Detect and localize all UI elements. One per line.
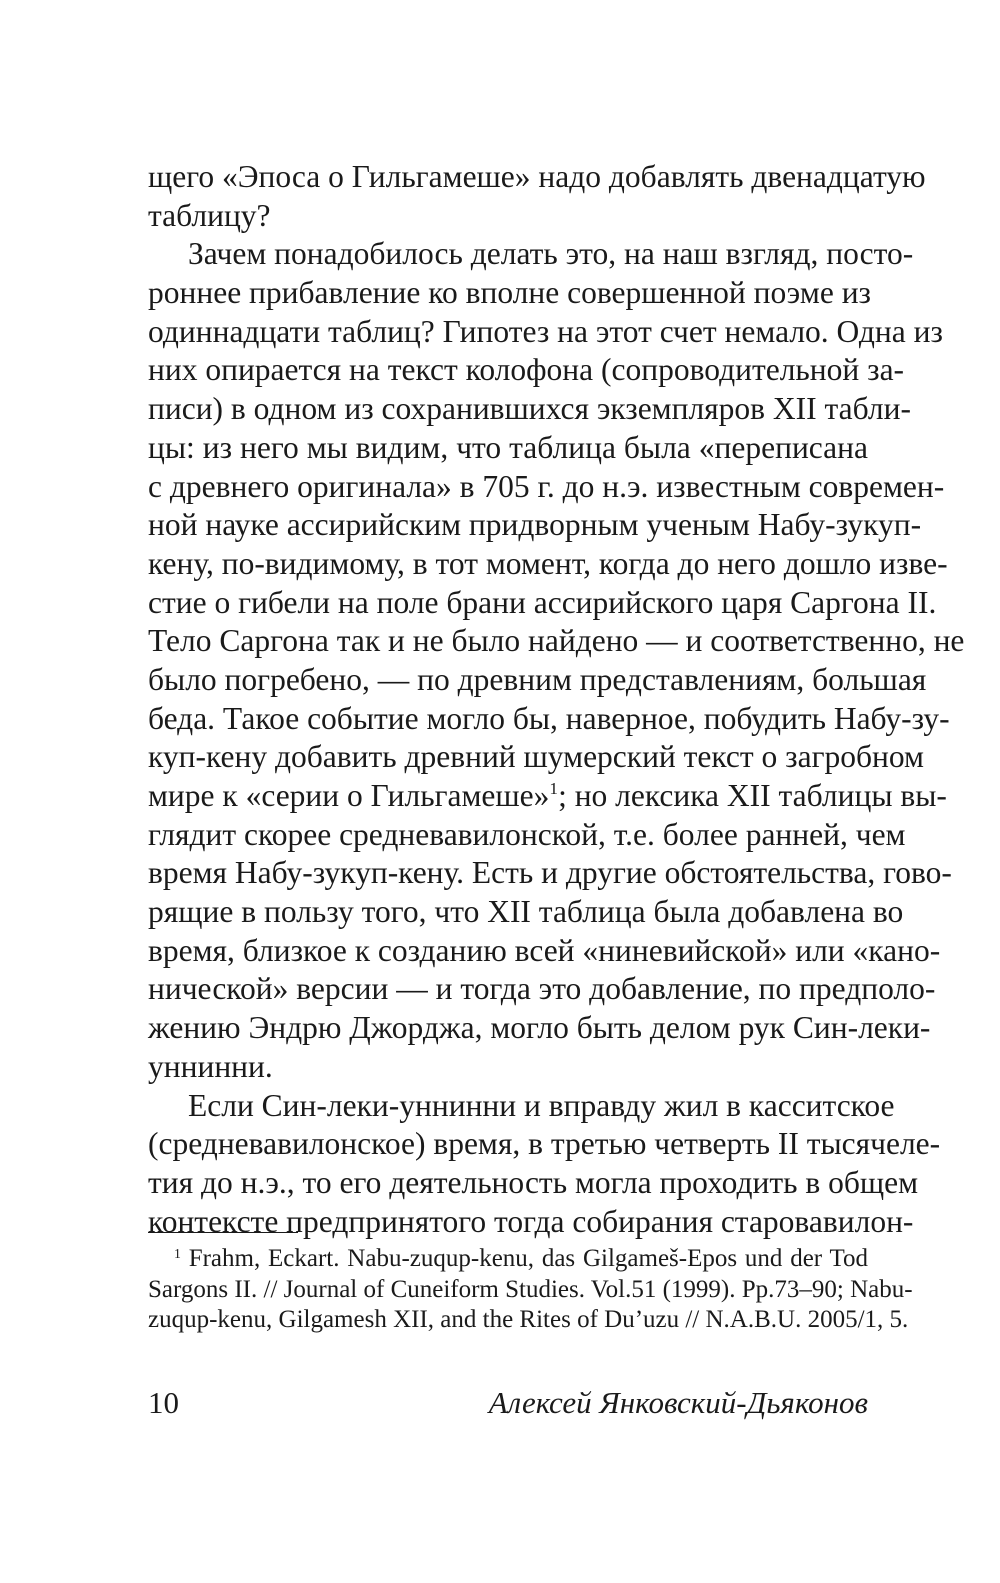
running-footer-author: Алексей Янковский-Дьяконов xyxy=(488,1385,868,1420)
text-line: Если Син-леки-уннинни и вправду жил в касситское xyxy=(188,1087,895,1123)
text-line: было погребено, — по древним представлениям, большая xyxy=(148,661,927,697)
footnote-line xyxy=(148,1244,868,1275)
text-line: таблицу? xyxy=(148,197,271,233)
text-line: Тело Саргона так и не было найдено — и соответственно, не xyxy=(148,623,965,659)
text-line: контексте предпринятого тогда собирания старовавилон- xyxy=(148,1203,914,1239)
text-line: время, близкое к созданию всей «ниневийской» или «кано- xyxy=(148,932,941,968)
body-text xyxy=(148,158,965,1241)
footnote-line: zuqup-kenu, Gilgamesh XII, and the Rites of Du’uzu // N.A.B.U. 2005/1, 5. xyxy=(148,1306,909,1333)
text-line-with-footnote-ref xyxy=(148,777,947,816)
text-line: жению Эндрю Джорджа, могло быть делом рук Син-леки- xyxy=(148,1010,931,1046)
text-line: куп-кену добавить древний шумерский текст о загробном xyxy=(148,739,924,775)
text-line: Зачем понадобилось делать это, на наш взгляд, посто- xyxy=(188,236,914,272)
text-line: нической» версии — и тогда это добавление, по предполо- xyxy=(148,971,936,1007)
text-line: (средневавилонское) время, в третью четверть II тысячеле- xyxy=(148,1126,941,1162)
footnote-marker: 1 xyxy=(174,1245,181,1261)
text-line: одиннадцати таблиц? Гипотез на этот счет немало. Одна из xyxy=(148,313,943,349)
text-segment: ; но лексика XII таблицы вы- xyxy=(558,778,947,813)
page-footer xyxy=(148,1385,868,1425)
text-line: ной науке ассирийским придворным ученым Набу-зукуп- xyxy=(148,507,922,543)
text-line: беда. Такое событие могло бы, наверное, побудить Набу-зу- xyxy=(148,700,950,736)
text-line: них опирается на текст колофона (сопроводительной за- xyxy=(148,352,905,388)
page-number: 10 xyxy=(148,1385,179,1420)
text-line: щего «Эпоса о Гильгамеше» надо добавлять двенадцатую xyxy=(148,159,926,194)
text-line: с древнего оригинала» в 705 г. до н.э. известным современ- xyxy=(148,468,945,504)
footnote-line: Sargons II. // Journal of Cuneiform Studies. Vol.51 (1999). Pp.73–90; Nabu- xyxy=(148,1275,913,1303)
text-line: цы: из него мы видим, что таблица была «переписана xyxy=(148,429,868,465)
footnote-reference: 1 xyxy=(549,778,559,798)
text-line: кену, по-видимому, в тот момент, когда до него дошло изве- xyxy=(148,545,948,581)
footnote xyxy=(148,1244,913,1336)
footnote-text: Frahm, Eckart. Nabu-zuqup-kenu, das Gilgameš-Epos und der Tod xyxy=(188,1245,868,1272)
text-line: уннинни. xyxy=(148,1048,273,1084)
text-line: рящие в пользу того, что XII таблица была добавлена во xyxy=(148,894,904,930)
text-line: время Набу-зукуп-кену. Есть и другие обстоятельства, гово- xyxy=(148,855,952,891)
text-segment: мире к «серии о Гильгамеше» xyxy=(148,778,550,813)
text-line: роннее прибавление ко вполне совершенной поэме из xyxy=(148,275,871,311)
text-line: писи) в одном из сохранившихся экземпляров XII табли- xyxy=(148,391,911,427)
text-line: тия до н.э., то его деятельность могла проходить в общем xyxy=(148,1164,919,1200)
footnote-divider xyxy=(148,1232,298,1233)
text-line: глядит скорее средневавилонской, т.е. более ранней, чем xyxy=(148,816,906,852)
text-line: стие о гибели на поле брани ассирийского царя Саргона II. xyxy=(148,584,937,620)
